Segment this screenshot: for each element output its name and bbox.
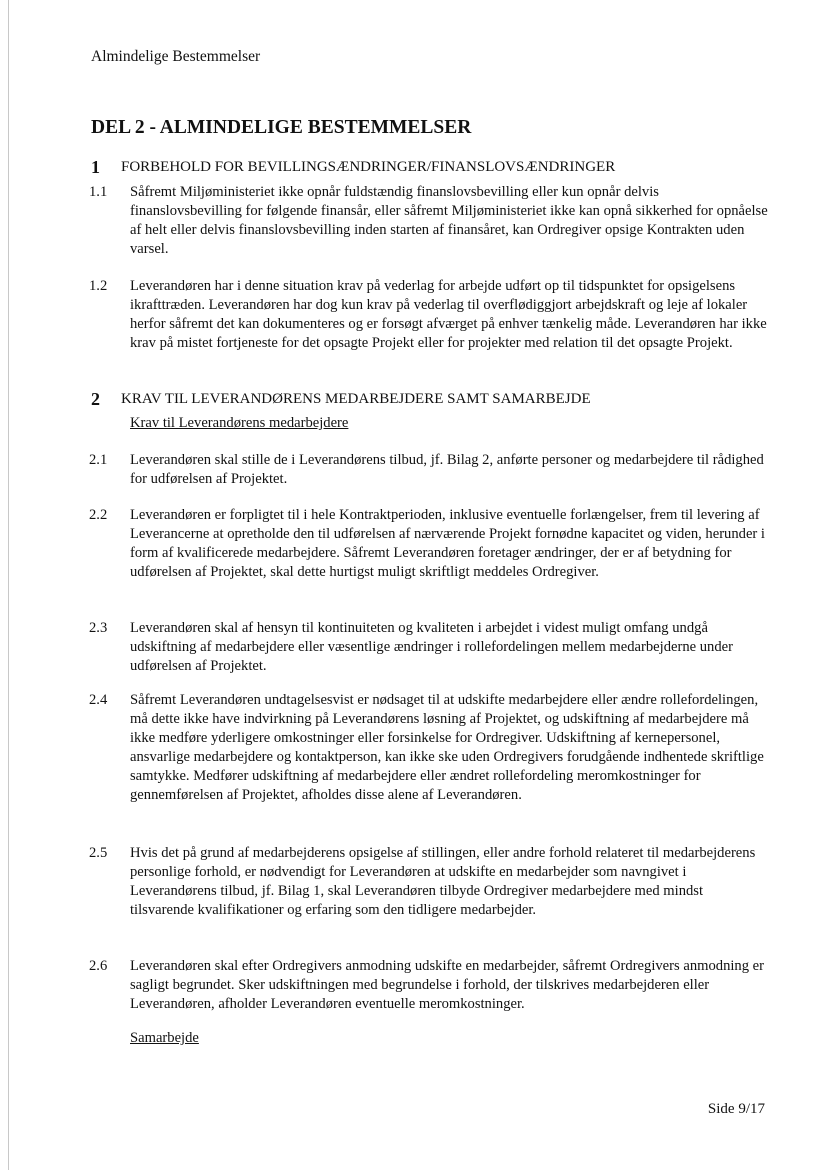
clause-number: 1.1 <box>89 184 108 200</box>
clause-number: 2.1 <box>89 452 108 468</box>
clause-text: Leverandøren skal af hensyn til kontinuiteten og kvaliteten i arbejdet i videst muligt omfang undgå udskiftning af medarbejdere eller væsentlige ændringer i rollefordelingen mellem medarbejderne under udførelsen af Projektet. <box>130 620 733 674</box>
clause-text: Såfremt Miljøministeriet ikke opnår fuldstændig finanslovsbevilling eller kun opnår delvis finanslovsbevilling for følgende finansår, eller såfremt Miljøministeriet ikke kan opnå sikkerhed for opnåelse af helt eller delvis finanslovsbevilling inden starten af finansåret, kan Ordregiver opsige Kontrakten uden varsel. <box>130 184 768 257</box>
clause-number: 2.6 <box>89 958 108 974</box>
clause-2-5 <box>89 844 769 920</box>
running-header: Almindelige Bestemmelser <box>91 48 261 65</box>
clause-text: Leverandøren er forpligtet til i hele Kontraktperioden, inklusive eventuelle forlængelser, frem til levering af Leverancerne at opretholde den til udførelsen af nærværende Projekt fornødne kapacitet og viden, herunder i form af kvalificerede medarbejdere. Såfremt Leverandøren foretager ændringer, der er af betydning for udførelsen af Projektet, skal dette hurtigst muligt skriftligt meddeles Ordregiver. <box>130 507 765 580</box>
clause-text: Leverandøren skal stille de i Leverandørens tilbud, jf. Bilag 2, anførte personer og medarbejdere til rådighed for udførelsen af Projektet. <box>130 452 764 487</box>
clause-text: Såfremt Leverandøren undtagelsesvist er nødsaget til at udskifte medarbejdere eller ændre rollefordelingen, må dette ikke have indvirkning på Leverandørens løsning af Projektet, og udskiftning af medarbejdere må ikke medføre yderligere omkostninger eller forsinkelse for Ordregiver. Udskiftning af kernepersonel, ansvarlige medarbejdere og kontaktperson, kan ikke ske uden Ordregivers forudgående indhentede skriftlige samtykke. Medfører udskiftning af medarbejdere eller ændret rollefordeling meromkostninger for gennemførelsen af Projektet, afholdes disse alene af Leverandøren. <box>130 692 764 803</box>
document-title: DEL 2 - ALMINDELIGE BESTEMMELSER <box>91 117 472 138</box>
section-number: 1 <box>91 157 100 177</box>
clause-text: Leverandøren skal efter Ordregivers anmodning udskifte en medarbejder, såfremt Ordregivers anmodning er sagligt begrundet. Sker udskiftningen med begrundelse i forhold, der tilskrives medarbejderen eller Leverandøren, afholder Leverandøren eventuelle meromkostninger. <box>130 958 765 1012</box>
clause-number: 2.3 <box>89 620 108 636</box>
clause-number: 2.4 <box>89 692 108 708</box>
section-title: FORBEHOLD FOR BEVILLINGSÆNDRINGER/FINANSLOVSÆNDRINGER <box>121 159 616 175</box>
clause-text: Leverandøren har i denne situation krav på vederlag for arbejde udført op til tidspunktet for opsigelsens ikrafttræden. Leverandøren har dog kun krav på vederlag til overflødiggjort arbejdskraft og leje af lokaler herfor såfremt det kan dokumenteres og er forsøgt afværget på enhver tænkelig måde. Leverandøren har ikke krav på mistet fortjeneste for det opsagte Projekt eller for projekter med relation til det opsagte Projekt. <box>130 278 767 351</box>
subheading-samarbejde: Samarbejde <box>130 1030 199 1046</box>
subheading-medarbejdere: Krav til Leverandørens medarbejdere <box>130 415 349 431</box>
clause-2-2 <box>89 506 769 582</box>
page-number: Side 9/17 <box>707 1101 765 1117</box>
clause-1-1 <box>89 183 769 259</box>
section-title: KRAV TIL LEVERANDØRENS MEDARBEJDERE SAMT SAMARBEJDE <box>121 391 591 407</box>
section-number: 2 <box>91 389 100 409</box>
clause-text: Hvis det på grund af medarbejderens opsigelse af stillingen, eller andre forhold relateret til medarbejderens personlige forhold, er nødvendigt for Leverandøren at udskifte en medarbejder som navngivet i Leverandørens tilbud, jf. Bilag 1, skal Leverandøren tilbyde Ordregiver medarbejdere med mindst tilsvarende kvalifikationer og erfaring som den tidligere medarbejder. <box>130 845 756 918</box>
clause-number: 2.2 <box>89 507 108 523</box>
clause-2-3 <box>89 619 769 676</box>
clause-2-6 <box>89 957 769 1014</box>
clause-number: 2.5 <box>89 845 108 861</box>
clause-number: 1.2 <box>89 278 108 294</box>
page-edge-line <box>8 0 9 1170</box>
clause-1-2 <box>89 277 769 353</box>
clause-2-1 <box>89 451 769 489</box>
clause-2-4 <box>89 691 769 805</box>
